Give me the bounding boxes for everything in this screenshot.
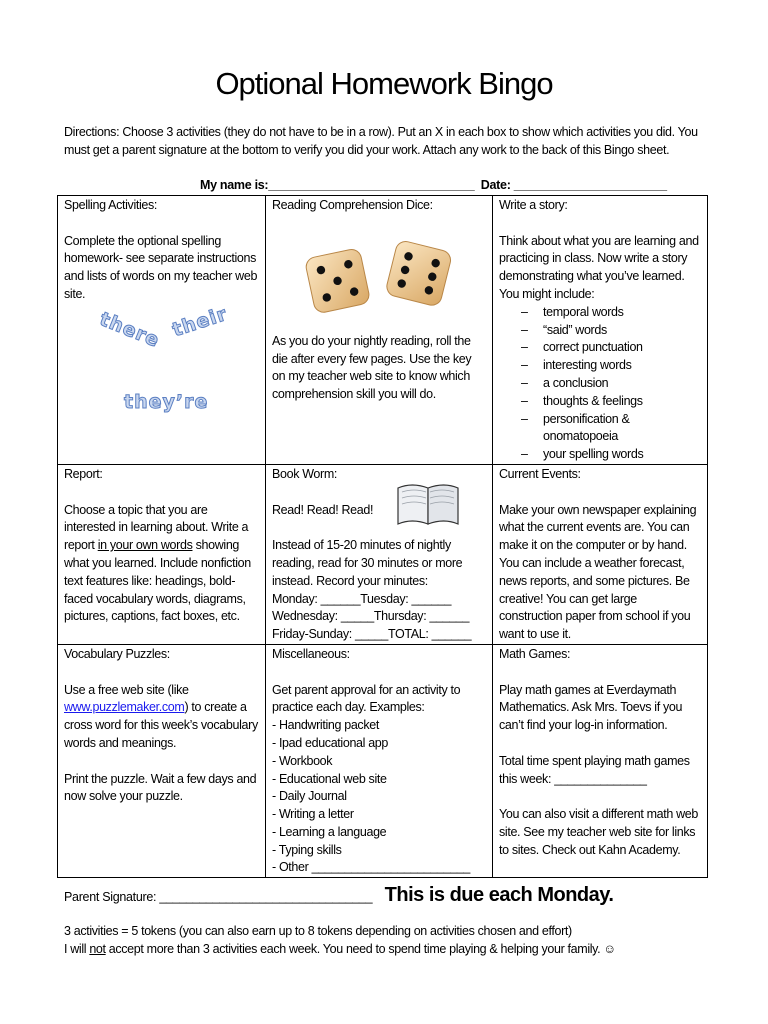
wordart-theyre: they’re: [124, 391, 209, 413]
cell-body: Make your own newspaper explaining what the current events are. You can make it on the computer or by hand. You can include a weather forecast, news reports, and some pictures. Be creative! You can get large construction paper from school if you want to use it.: [499, 502, 697, 642]
cell-write-story[interactable]: [493, 196, 708, 465]
report-text-2: showing what you learned. Include nonfiction text features like: headings, bold-faced vocabulary words, diagrams, pictures, captions, fact boxes, etc.: [64, 538, 251, 624]
list-item: - Educational web site: [272, 771, 487, 789]
report-text: Choose a topic that you are interested in learning about. Write a report: [64, 502, 249, 553]
footer-notes: [64, 923, 724, 959]
tokens-note: 3 activities = 5 tokens (you can also earn up to 8 tokens depending on activities chosen and effort): [64, 924, 572, 938]
cell-title: Reading Comprehension Dice:: [272, 198, 433, 212]
vocab-text: Use a free web site (like: [64, 682, 189, 697]
minutes-line-3: Friday-Sunday: _____TOTAL: ______: [272, 627, 472, 642]
list-item: - Other ________________________: [272, 859, 487, 877]
list-item: - Handwriting packet: [272, 717, 487, 735]
cell-math-games[interactable]: [493, 644, 708, 877]
due-notice: This is due each Monday.: [384, 884, 614, 906]
list-item: – personification & onomatopoeia: [521, 411, 702, 447]
list-item: - Workbook: [272, 753, 487, 771]
cell-title: Vocabulary Puzzles:: [64, 646, 170, 661]
read-text: Read! Read! Read!: [272, 502, 374, 517]
cell-body: As you do your nightly reading, roll the die after every few pages. Use the key on my teacher web site to know which comprehension skill you will do.: [272, 333, 472, 402]
vocab-text-3: Print the puzzle. Wait a few days and now solve your puzzle.: [64, 771, 257, 804]
list-item: - Typing skills: [272, 842, 487, 860]
list-item: - Writing a letter: [272, 806, 487, 824]
list-item: - Learning a language: [272, 824, 487, 842]
cell-body: [64, 682, 260, 753]
math-time-line: Total time spent playing math games this week: ______________: [499, 753, 690, 786]
cell-title: Book Worm:: [272, 466, 338, 481]
report-underlined: in your own words: [97, 538, 193, 553]
page-title: Optional Homework Bingo: [215, 66, 553, 101]
limit-note: [64, 941, 724, 959]
wordart-their: their: [169, 302, 231, 342]
wordart-there: there: [96, 308, 163, 353]
list-item: – correct punctuation: [521, 339, 702, 357]
minutes-line-1: Monday: ______Tuesday: ______: [272, 591, 452, 606]
cell-body: Get parent approval for an activity to practice each day. Examples:: [272, 682, 461, 715]
bingo-grid: [57, 195, 708, 878]
cell-body: Instead of 15-20 minutes of nightly reading, read for 30 minutes or more instead. Record your minutes:: [272, 538, 463, 588]
cell-body: Complete the optional spelling homework- see separate instructions and lists of words on my teacher web site.: [64, 233, 258, 301]
list-item: - Ipad educational app: [272, 735, 487, 753]
list-item: – interesting words: [521, 357, 702, 375]
cell-title: Miscellaneous:: [272, 646, 350, 661]
limit-text: I will: [64, 941, 90, 956]
cell-body: [64, 502, 260, 627]
cell-body: Think about what you are learning and practicing in class. Now write a story demonstrating what you’ve learned. You might include:: [499, 233, 699, 301]
cell-title: Math Games:: [499, 646, 571, 661]
cell-vocabulary-puzzles[interactable]: [58, 644, 266, 877]
dice-image: [302, 231, 462, 321]
cell-miscellaneous[interactable]: [266, 644, 493, 877]
directions: Directions: Choose 3 activities (they do not have to be in a row). Put an X in each box to show which activities you did. You must get a parent signature at the bottom to verify you did your work. Attach any work to the back of this Bingo sheet.: [64, 125, 698, 157]
cell-title: Spelling Activities:: [64, 198, 158, 212]
cell-report[interactable]: [58, 464, 266, 644]
cell-spelling[interactable]: [58, 196, 266, 465]
list-item: – your spelling words: [521, 446, 702, 464]
limit-text-2: accept more than 3 activities each week. You need to spend time playing & helping your family. ☺: [105, 941, 616, 956]
list-item: - Daily Journal: [272, 788, 487, 806]
story-list: [499, 304, 702, 464]
book-icon: [394, 480, 462, 526]
list-item: – a conclusion: [521, 375, 702, 393]
puzzlemaker-link[interactable]: www.puzzlemaker.com: [64, 700, 185, 715]
minutes-line-2: Wednesday: _____Thursday: ______: [272, 609, 470, 624]
cell-book-worm[interactable]: [266, 464, 493, 644]
parent-signature-line: [64, 884, 724, 907]
vocab-text-2: ) to create a cross word for this week’s vocabulary words and meanings.: [64, 700, 258, 750]
cell-title: Write a story:: [499, 198, 568, 212]
cell-body: Play math games at Everdaymath Mathematics. Ask Mrs. Toevs if you can’t find your log-in information.: [499, 682, 683, 733]
name-date-line[interactable]: My name is:_______________________________ Date: _______________________: [200, 178, 667, 192]
list-item: – “said” words: [521, 322, 702, 340]
cell-current-events[interactable]: [493, 464, 708, 644]
list-item: – temporal words: [521, 304, 702, 322]
parent-signature-field[interactable]: Parent Signature: ________________________________: [64, 890, 373, 904]
cell-title: Report:: [64, 466, 103, 481]
list-item: – thoughts & feelings: [521, 393, 702, 411]
cell-reading-dice[interactable]: [266, 196, 493, 465]
cell-title: Current Events:: [499, 466, 581, 481]
limit-not: not: [89, 941, 106, 956]
math-text-3: You can also visit a different math web site. See my teacher web site for links to sites. Check out Kahn Academy.: [499, 807, 698, 857]
misc-list: [272, 717, 487, 877]
